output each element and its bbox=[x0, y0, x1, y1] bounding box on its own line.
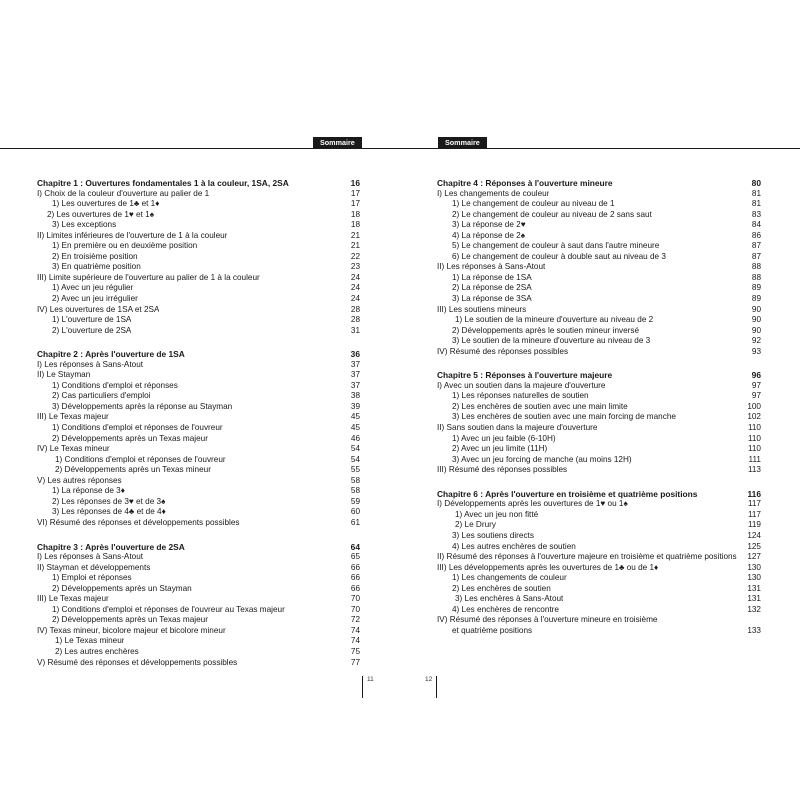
toc-entry-page: 110 bbox=[747, 444, 761, 454]
toc-entry-page: 89 bbox=[751, 283, 761, 293]
toc-chapter-section bbox=[37, 542, 360, 669]
toc-entry bbox=[437, 326, 761, 337]
toc-entry bbox=[437, 444, 761, 455]
toc-chapter-section bbox=[37, 349, 360, 528]
toc-entry bbox=[437, 220, 761, 231]
toc-entry-page: 110 bbox=[747, 433, 761, 443]
toc-entry bbox=[437, 391, 761, 402]
toc-entry bbox=[437, 531, 761, 542]
toc-entry bbox=[37, 402, 360, 413]
toc-left-page bbox=[37, 178, 360, 681]
toc-entry-title: 1) Les changements de couleur bbox=[452, 573, 567, 583]
toc-entry bbox=[437, 465, 761, 476]
toc-entry-page: 92 bbox=[751, 336, 761, 346]
toc-entry bbox=[37, 594, 360, 605]
toc-entry bbox=[37, 381, 360, 392]
toc-entry bbox=[37, 486, 360, 497]
toc-entry-page: 28 bbox=[350, 315, 360, 325]
toc-entry-title: 3) Les réponses de 4♣ et de 4♦ bbox=[52, 507, 166, 517]
toc-entry bbox=[437, 347, 761, 358]
toc-entry bbox=[437, 626, 761, 637]
toc-entry-page: 130 bbox=[747, 573, 761, 583]
toc-entry-page: 24 bbox=[350, 272, 360, 282]
toc-entry-title: 2) Le changement de couleur au niveau de 2 sans saut bbox=[452, 209, 652, 219]
toc-entry bbox=[437, 189, 761, 200]
page-number-right: 12 bbox=[425, 676, 433, 683]
toc-entry-title: et quatrième positions bbox=[452, 625, 533, 635]
toc-entry-title: 1) Conditions d'emploi et réponses de l'ouvreur au Texas majeur bbox=[52, 604, 285, 614]
toc-entry-page: 46 bbox=[350, 433, 360, 443]
toc-entry-title: 1) Conditions d'emploi et réponses de l'ouvreur bbox=[52, 423, 223, 433]
toc-entry-title: 2) Développements après un Texas majeur bbox=[52, 433, 208, 443]
toc-entry bbox=[37, 615, 360, 626]
toc-entry-title: 3) Les enchères à Sans-Atout bbox=[455, 594, 564, 604]
toc-entry bbox=[37, 220, 360, 231]
toc-entry-page: 116 bbox=[747, 488, 761, 499]
toc-entry bbox=[37, 647, 360, 658]
toc-entry-title: 1) Les ouvertures de 1♣ et 1♦ bbox=[52, 199, 160, 209]
toc-entry-page: 113 bbox=[747, 465, 761, 475]
toc-entry-page: 37 bbox=[350, 380, 360, 390]
toc-entry-title: 1) Avec un jeu non fitté bbox=[455, 509, 539, 519]
toc-entry-title: I) Les réponses à Sans-Atout bbox=[37, 359, 144, 369]
toc-entry-page: 45 bbox=[350, 412, 360, 422]
toc-entry-title: Chapitre 5 : Réponses à l'ouverture majeure bbox=[437, 370, 613, 381]
toc-entry bbox=[37, 423, 360, 434]
toc-entry-page: 83 bbox=[751, 209, 761, 219]
toc-entry-title: Chapitre 1 : Ouvertures fondamentales 1 à la couleur, 1SA, 2SA bbox=[37, 178, 289, 188]
toc-entry-title: 1) L'ouverture de 1SA bbox=[52, 315, 132, 325]
toc-entry-page: 36 bbox=[350, 349, 360, 360]
toc-entry-title: 1) Le changement de couleur au niveau de 1 bbox=[452, 199, 615, 209]
toc-entry-title: 2) Développements après un Stayman bbox=[52, 583, 192, 593]
toc-chapter-section bbox=[437, 370, 761, 475]
toc-entry-page: 55 bbox=[350, 465, 360, 475]
toc-entry bbox=[437, 381, 761, 392]
toc-entry-page: 37 bbox=[350, 370, 360, 380]
toc-entry bbox=[37, 552, 360, 563]
toc-entry bbox=[37, 326, 360, 337]
toc-entry-title: III) Limite supérieure de l'ouverture au palier de 1 à la couleur bbox=[37, 272, 260, 282]
toc-entry-page: 17 bbox=[350, 199, 360, 209]
toc-entry-title: 2) En troisième position bbox=[52, 251, 138, 261]
toc-entry-title: 1) La réponse de 1SA bbox=[452, 272, 532, 282]
toc-entry bbox=[437, 315, 761, 326]
toc-entry-page: 39 bbox=[350, 401, 360, 411]
toc-entry-page: 87 bbox=[751, 241, 761, 251]
toc-entry-title: 5) Le changement de couleur à saut dans l'autre mineure bbox=[452, 241, 660, 251]
toc-entry-page: 21 bbox=[350, 241, 360, 251]
toc-entry bbox=[437, 412, 761, 423]
toc-chapter-section bbox=[437, 178, 761, 357]
toc-entry-title: 4) La réponse de 2♠ bbox=[452, 230, 526, 240]
toc-entry bbox=[37, 189, 360, 200]
toc-entry-title: 1) Conditions d'emploi et réponses de l'ouvreur bbox=[55, 454, 226, 464]
toc-entry bbox=[37, 262, 360, 273]
toc-entry-page: 21 bbox=[350, 230, 360, 240]
toc-entry-title: V) Résumé des réponses et développements possibles bbox=[37, 657, 238, 667]
toc-entry bbox=[437, 210, 761, 221]
toc-entry bbox=[437, 241, 761, 252]
toc-entry bbox=[437, 262, 761, 273]
toc-entry bbox=[37, 584, 360, 595]
toc-entry-page: 24 bbox=[350, 294, 360, 304]
toc-entry-title: I) Choix de la couleur d'ouverture au palier de 1 bbox=[37, 188, 210, 198]
toc-entry-title: I) Les réponses à Sans-Atout bbox=[37, 552, 144, 562]
toc-entry-page: 127 bbox=[747, 552, 761, 562]
toc-entry-title: 3) Avec un jeu forcing de manche (au moins 12H) bbox=[452, 454, 632, 464]
toc-entry-page: 132 bbox=[747, 604, 761, 614]
toc-entry bbox=[37, 241, 360, 252]
toc-entry-page: 84 bbox=[751, 220, 761, 230]
toc-entry-page: 38 bbox=[350, 391, 360, 401]
toc-entry-page: 18 bbox=[350, 209, 360, 219]
toc-entry-page: 110 bbox=[747, 423, 761, 433]
toc-entry bbox=[437, 273, 761, 284]
toc-entry-title: 1) Emploi et réponses bbox=[52, 573, 132, 583]
toc-entry-page: 80 bbox=[751, 178, 761, 188]
toc-entry bbox=[437, 584, 761, 595]
toc-entry-page: 125 bbox=[747, 541, 761, 551]
toc-entry-title: 3) En quatrième position bbox=[52, 262, 141, 272]
chapter-heading bbox=[37, 349, 360, 360]
toc-entry bbox=[37, 563, 360, 574]
toc-entry bbox=[37, 315, 360, 326]
toc-entry-title: 6) Le changement de couleur à double saut au niveau de 3 bbox=[452, 251, 666, 261]
toc-entry-page: 117 bbox=[747, 509, 761, 519]
toc-entry-page: 77 bbox=[350, 657, 360, 667]
toc-entry-page: 74 bbox=[350, 625, 360, 635]
toc-entry bbox=[437, 542, 761, 553]
toc-entry-title: 1) Le soutien de la mineure d'ouverture au niveau de 2 bbox=[455, 315, 654, 325]
toc-entry-page: 65 bbox=[350, 552, 360, 562]
toc-entry-page: 100 bbox=[747, 401, 761, 411]
toc-entry-page: 17 bbox=[350, 188, 360, 198]
toc-entry-title: IV) Résumé des réponses à l'ouverture mineure en troisième bbox=[437, 615, 658, 625]
toc-entry bbox=[37, 370, 360, 381]
toc-entry-title: 2) La réponse de 2SA bbox=[452, 283, 532, 293]
toc-entry bbox=[437, 199, 761, 210]
toc-entry bbox=[437, 573, 761, 584]
toc-entry-title: II) Limites inférieures de l'ouverture de 1 à la couleur bbox=[37, 230, 228, 240]
toc-entry bbox=[437, 520, 761, 531]
toc-entry-page: 58 bbox=[350, 486, 360, 496]
toc-entry bbox=[37, 465, 360, 476]
folio-rule-left bbox=[362, 676, 363, 698]
toc-entry bbox=[37, 412, 360, 423]
toc-entry bbox=[37, 476, 360, 487]
toc-entry-title: 3) La réponse de 2♥ bbox=[452, 220, 526, 230]
toc-entry-title: 1) Avec un jeu régulier bbox=[52, 283, 134, 293]
chapter-heading bbox=[437, 178, 761, 189]
toc-entry-title: Chapitre 2 : Après l'ouverture de 1SA bbox=[37, 349, 185, 360]
toc-entry-page: 90 bbox=[751, 325, 761, 335]
toc-entry bbox=[37, 658, 360, 669]
toc-entry-title: II) Le Stayman bbox=[37, 370, 91, 380]
toc-chapter-section bbox=[37, 178, 360, 336]
toc-entry-page: 111 bbox=[748, 454, 761, 464]
toc-entry bbox=[437, 455, 761, 466]
toc-entry bbox=[37, 294, 360, 305]
toc-entry-page: 28 bbox=[350, 304, 360, 314]
toc-entry-title: 3) Les soutiens directs bbox=[452, 530, 534, 540]
toc-entry-page: 31 bbox=[350, 325, 360, 335]
toc-entry bbox=[437, 510, 761, 521]
toc-entry bbox=[437, 434, 761, 445]
toc-entry bbox=[437, 231, 761, 242]
toc-entry-page: 88 bbox=[751, 262, 761, 272]
toc-entry-page: 90 bbox=[751, 304, 761, 314]
toc-entry-page: 88 bbox=[751, 272, 761, 282]
toc-entry bbox=[37, 305, 360, 316]
toc-entry-page: 54 bbox=[350, 454, 360, 464]
toc-entry-page: 93 bbox=[751, 346, 761, 356]
toc-entry-page: 54 bbox=[350, 444, 360, 454]
chapter-heading bbox=[37, 178, 360, 189]
toc-entry-title: 2) Les enchères de soutien bbox=[452, 583, 551, 593]
toc-entry-title: 2) Les autres enchères bbox=[55, 646, 139, 656]
toc-entry-page: 96 bbox=[751, 370, 761, 381]
toc-entry-page: 90 bbox=[751, 315, 761, 325]
toc-entry-page: 66 bbox=[350, 573, 360, 583]
toc-entry bbox=[37, 199, 360, 210]
toc-entry-title: 3) Les enchères de soutien avec une main forcing de manche bbox=[452, 412, 676, 422]
toc-entry-title: 4) Les autres enchères de soutien bbox=[452, 541, 576, 551]
toc-entry bbox=[437, 283, 761, 294]
toc-entry-page: 72 bbox=[350, 615, 360, 625]
toc-entry-title: II) Résumé des réponses à l'ouverture majeure en troisième et quatrième positions bbox=[437, 552, 737, 562]
page-number-left: 11 bbox=[367, 676, 374, 683]
toc-entry bbox=[37, 507, 360, 518]
toc-entry-page: 130 bbox=[747, 562, 761, 572]
toc-entry-title: 1) La réponse de 3♦ bbox=[52, 486, 125, 496]
toc-entry-page: 37 bbox=[350, 359, 360, 369]
toc-entry-title: 1) Conditions d'emploi et réponses bbox=[52, 380, 178, 390]
chapter-heading bbox=[437, 370, 761, 381]
toc-entry bbox=[37, 626, 360, 637]
toc-entry-title: III) Les développements après les ouvertures de 1♣ ou de 1♦ bbox=[437, 562, 659, 572]
toc-entry-page: 70 bbox=[350, 604, 360, 614]
toc-entry-title: VI) Résumé des réponses et développements possibles bbox=[37, 517, 240, 527]
toc-entry-title: III) Le Texas majeur bbox=[37, 594, 109, 604]
toc-entry-page: 60 bbox=[350, 507, 360, 517]
toc-entry-title: II) Stayman et développements bbox=[37, 562, 151, 572]
toc-entry-title: Chapitre 6 : Après l'ouverture en troisième et quatrième positions bbox=[437, 488, 698, 499]
toc-entry bbox=[37, 273, 360, 284]
chapter-heading bbox=[437, 489, 761, 500]
toc-entry bbox=[37, 283, 360, 294]
toc-entry-page: 97 bbox=[751, 391, 761, 401]
toc-entry-page: 87 bbox=[751, 251, 761, 261]
toc-entry-title: III) Les soutiens mineurs bbox=[437, 304, 527, 314]
toc-entry-title: I) Avec un soutien dans la majeure d'ouverture bbox=[437, 380, 606, 390]
toc-entry-title: 1) Le Texas mineur bbox=[55, 636, 125, 646]
header-rule bbox=[0, 148, 800, 149]
toc-entry-title: 3) Le soutien de la mineure d'ouverture au niveau de 3 bbox=[452, 336, 651, 346]
toc-entry-title: 2) Développements après le soutien mineur inversé bbox=[452, 325, 640, 335]
toc-entry-title: II) Les réponses à Sans-Atout bbox=[437, 262, 546, 272]
toc-entry-page: 22 bbox=[350, 251, 360, 261]
toc-entry bbox=[437, 336, 761, 347]
toc-entry-title: IV) Texas mineur, bicolore majeur et bicolore mineur bbox=[37, 625, 226, 635]
toc-entry-title: 2) Avec un jeu limite (11H) bbox=[452, 444, 548, 454]
toc-entry bbox=[437, 615, 761, 626]
toc-entry-page: 97 bbox=[751, 380, 761, 390]
toc-entry-page: 59 bbox=[350, 496, 360, 506]
toc-entry-page: 45 bbox=[350, 423, 360, 433]
toc-entry bbox=[437, 563, 761, 574]
section-badge-left: Sommaire bbox=[313, 137, 362, 148]
toc-chapter-section bbox=[437, 489, 761, 637]
toc-entry-title: 2) Développements après un Texas majeur bbox=[52, 615, 208, 625]
toc-entry-page: 86 bbox=[751, 230, 761, 240]
toc-entry-title: 3) Développements après la réponse au Stayman bbox=[52, 401, 233, 411]
toc-entry-page: 81 bbox=[751, 199, 761, 209]
toc-entry-page: 131 bbox=[747, 594, 761, 604]
toc-entry-title: 2) Avec un jeu irrégulier bbox=[52, 294, 138, 304]
toc-entry bbox=[37, 518, 360, 529]
toc-entry-title: 2) Le Drury bbox=[455, 520, 496, 530]
toc-entry-page: 119 bbox=[747, 520, 761, 530]
toc-entry bbox=[437, 499, 761, 510]
toc-entry-title: 3) Les exceptions bbox=[52, 220, 117, 230]
toc-entry-page: 102 bbox=[747, 412, 761, 422]
toc-entry-title: 3) La réponse de 3SA bbox=[452, 294, 532, 304]
toc-entry-title: I) Les changements de couleur bbox=[437, 188, 550, 198]
toc-entry bbox=[37, 391, 360, 402]
toc-entry bbox=[437, 305, 761, 316]
toc-entry bbox=[37, 360, 360, 371]
toc-entry-title: IV) Le Texas mineur bbox=[37, 444, 110, 454]
toc-entry-page: 89 bbox=[751, 294, 761, 304]
toc-entry-title: IV) Les ouvertures de 1SA et 2SA bbox=[37, 304, 160, 314]
toc-entry bbox=[37, 210, 360, 221]
toc-entry-page: 81 bbox=[751, 188, 761, 198]
toc-entry-page: 58 bbox=[350, 475, 360, 485]
toc-entry bbox=[37, 252, 360, 263]
toc-entry-title: III) Résumé des réponses possibles bbox=[437, 465, 568, 475]
toc-entry-page: 24 bbox=[350, 283, 360, 293]
toc-entry-title: Chapitre 4 : Réponses à l'ouverture mineure bbox=[437, 178, 613, 188]
toc-entry bbox=[437, 605, 761, 616]
toc-entry bbox=[437, 552, 761, 563]
toc-entry-page: 131 bbox=[747, 583, 761, 593]
toc-entry-title: Chapitre 3 : Après l'ouverture de 2SA bbox=[37, 541, 185, 552]
toc-entry-title: 1) Avec un jeu faible (6-10H) bbox=[452, 433, 556, 443]
toc-entry-page: 61 bbox=[350, 517, 360, 527]
toc-entry-page: 133 bbox=[747, 625, 761, 635]
toc-entry-title: 2) Cas particuliers d'emploi bbox=[52, 391, 151, 401]
toc-entry bbox=[37, 455, 360, 466]
toc-entry-title: 2) Les enchères de soutien avec une main limite bbox=[452, 401, 628, 411]
toc-entry-title: 2) Les ouvertures de 1♥ et 1♠ bbox=[47, 209, 155, 219]
toc-entry bbox=[37, 231, 360, 242]
toc-entry bbox=[437, 423, 761, 434]
toc-entry bbox=[437, 402, 761, 413]
folio-rule-right bbox=[436, 676, 437, 698]
toc-entry bbox=[37, 636, 360, 647]
toc-entry bbox=[37, 497, 360, 508]
toc-entry-page: 16 bbox=[350, 178, 360, 188]
toc-entry-title: 4) Les enchères de rencontre bbox=[452, 604, 559, 614]
toc-entry-title: 1) Les réponses naturelles de soutien bbox=[452, 391, 589, 401]
toc-entry-page: 117 bbox=[747, 499, 761, 509]
toc-entry-title: 2) L'ouverture de 2SA bbox=[52, 325, 132, 335]
toc-entry-title: 1) En première ou en deuxième position bbox=[52, 241, 198, 251]
toc-entry-page: 64 bbox=[350, 541, 360, 552]
toc-entry bbox=[437, 294, 761, 305]
section-badge-right: Sommaire bbox=[438, 137, 487, 148]
chapter-heading bbox=[37, 542, 360, 553]
toc-entry bbox=[37, 605, 360, 616]
toc-entry bbox=[37, 573, 360, 584]
toc-entry-page: 70 bbox=[350, 594, 360, 604]
toc-right-page bbox=[437, 178, 761, 649]
toc-entry-title: V) Les autres réponses bbox=[37, 475, 122, 485]
toc-entry-page: 74 bbox=[350, 636, 360, 646]
toc-entry-title: I) Développements après les ouvertures de 1♥ ou 1♠ bbox=[437, 499, 628, 509]
toc-entry-page: 23 bbox=[350, 262, 360, 272]
toc-entry-title: II) Sans soutien dans la majeure d'ouverture bbox=[437, 423, 598, 433]
toc-entry-title: III) Le Texas majeur bbox=[37, 412, 109, 422]
toc-entry-page: 75 bbox=[350, 646, 360, 656]
toc-entry-title: IV) Résumé des réponses possibles bbox=[437, 346, 569, 356]
toc-entry-page: 66 bbox=[350, 583, 360, 593]
toc-entry bbox=[437, 594, 761, 605]
toc-entry bbox=[37, 434, 360, 445]
toc-entry-page: 124 bbox=[747, 530, 761, 540]
toc-entry-page: 18 bbox=[350, 220, 360, 230]
toc-entry-page: 66 bbox=[350, 562, 360, 572]
toc-entry-title: 2) Développements après un Texas mineur bbox=[55, 465, 211, 475]
toc-entry bbox=[437, 252, 761, 263]
toc-entry bbox=[37, 444, 360, 455]
toc-entry-title: 2) Les réponses de 3♥ et de 3♠ bbox=[52, 496, 166, 506]
